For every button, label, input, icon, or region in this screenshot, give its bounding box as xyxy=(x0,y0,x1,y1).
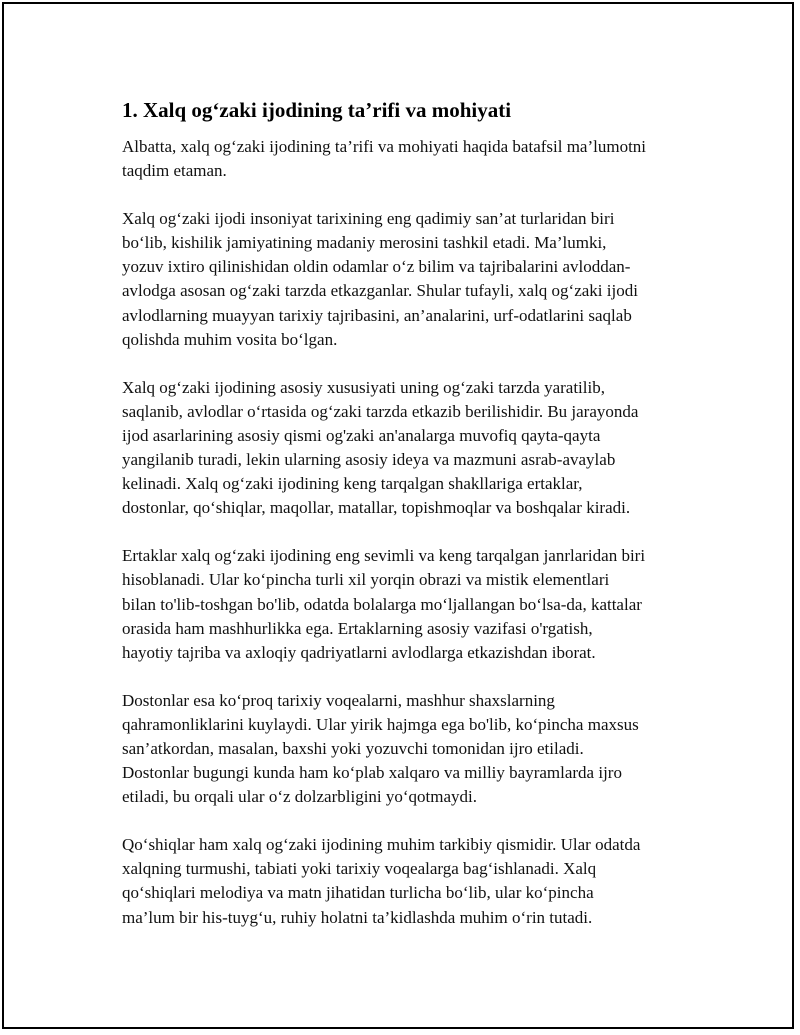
text-line: xalqning turmushi, tabiati yoki tarixiy voqealarga bag‘ishlanadi. Xalq xyxy=(122,859,597,879)
text-line: Xalq og‘zaki ijodining asosiy xususiyati uning og‘zaki tarzda yaratilib, xyxy=(122,377,605,397)
text-line: qahramonliklarini kuylaydi. Ular yirik hajmga ega bo'lib, ko‘pincha maxsus xyxy=(122,714,639,734)
text-line: Xalq og‘zaki ijodi insoniyat tarixining eng qadimiy san’at turlaridan biri xyxy=(122,209,615,229)
text-line: bilan to'lib-toshgan bo'lib, odatda bolalarga mo‘ljallangan bo‘lsa-da, kattalar xyxy=(122,594,642,614)
text-line: ma’lum bir his-tuyg‘u, ruhiy holatni ta’kidlashda muhim o‘rin tutadi. xyxy=(122,907,593,927)
text-line: qolishda muhim vosita bo‘lgan. xyxy=(122,329,338,349)
paragraph-definition xyxy=(122,207,702,352)
text-line: hisoblanadi. Ular ko‘pincha turli xil yorqin obrazi va mistik elementlari xyxy=(122,570,610,590)
text-line: avlodlarning muayyan tarixiy tajribasini, an’analarini, urf-odatlarini saqlab xyxy=(122,305,632,325)
paragraph-intro xyxy=(122,135,702,183)
page-frame xyxy=(2,2,794,1029)
text-line: ijod asarlarining asosiy qismi og'zaki an'analarga muvofiq qayta-qayta xyxy=(122,425,601,445)
text-line: yangilanib turadi, lekin ularning asosiy ideya va mazmuni asrab-avaylab xyxy=(122,450,616,470)
text-line: taqdim etaman. xyxy=(122,161,227,181)
section-title: 1. Xalq og‘zaki ijodining ta’rifi va mohiyati xyxy=(122,98,512,122)
text-line: san’atkordan, masalan, baxshi yoki yozuvchi tomonidan ijro etiladi. xyxy=(122,738,584,758)
text-line: yozuv ixtiro qilinishidan oldin odamlar o‘z bilim va tajribalarini avloddan- xyxy=(122,257,631,277)
document-body xyxy=(122,95,702,954)
text-line: etiladi, bu orqali ular o‘z dolzarbligini yo‘qotmaydi. xyxy=(122,787,478,807)
text-line: bo‘lib, kishilik jamiyatining madaniy merosini tashkil etadi. Ma’lumki, xyxy=(122,233,607,253)
paragraph-fairy-tales xyxy=(122,544,702,664)
text-line: dostonlar, qo‘shiqlar, maqollar, matallar, topishmoqlar va boshqalar kiradi. xyxy=(122,498,631,518)
paragraph-songs xyxy=(122,833,702,929)
text-line: kelinadi. Xalq og‘zaki ijodining keng tarqalgan shakllariga ertaklar, xyxy=(122,474,583,494)
text-line: orasida ham mashhurlikka ega. Ertaklarning asosiy vazifasi o'rgatish, xyxy=(122,618,593,638)
paragraph-epics xyxy=(122,689,702,809)
text-line: hayotiy tajriba va axloqiy qadriyatlarni avlodlarga etkazishdan iborat. xyxy=(122,642,596,662)
text-line: qo‘shiqlari melodiya va matn jihatidan turlicha bo‘lib, ular ko‘pincha xyxy=(122,883,594,903)
text-line: saqlanib, avlodlar o‘rtasida og‘zaki tarzda etkazib berilishidir. Bu jarayonda xyxy=(122,401,639,421)
text-line: Dostonlar esa ko‘proq tarixiy voqealarni, mashhur shaxslarning xyxy=(122,690,555,710)
text-line: Albatta, xalq og‘zaki ijodining ta’rifi va mohiyati haqida batafsil ma’lumotni xyxy=(122,137,647,156)
text-line: Ertaklar xalq og‘zaki ijodining eng sevimli va keng tarqalgan janrlaridan biri xyxy=(122,546,646,566)
text-line: avlodga asosan og‘zaki tarzda etkazganlar. Shular tufayli, xalq og‘zaki ijodi xyxy=(122,281,638,301)
text-line: Qo‘shiqlar ham xalq og‘zaki ijodining muhim tarkibiy qismidir. Ular odatda xyxy=(122,835,641,855)
text-line: Dostonlar bugungi kunda ham ko‘plab xalqaro va milliy bayramlarda ijro xyxy=(122,763,622,783)
paragraph-features xyxy=(122,376,702,521)
